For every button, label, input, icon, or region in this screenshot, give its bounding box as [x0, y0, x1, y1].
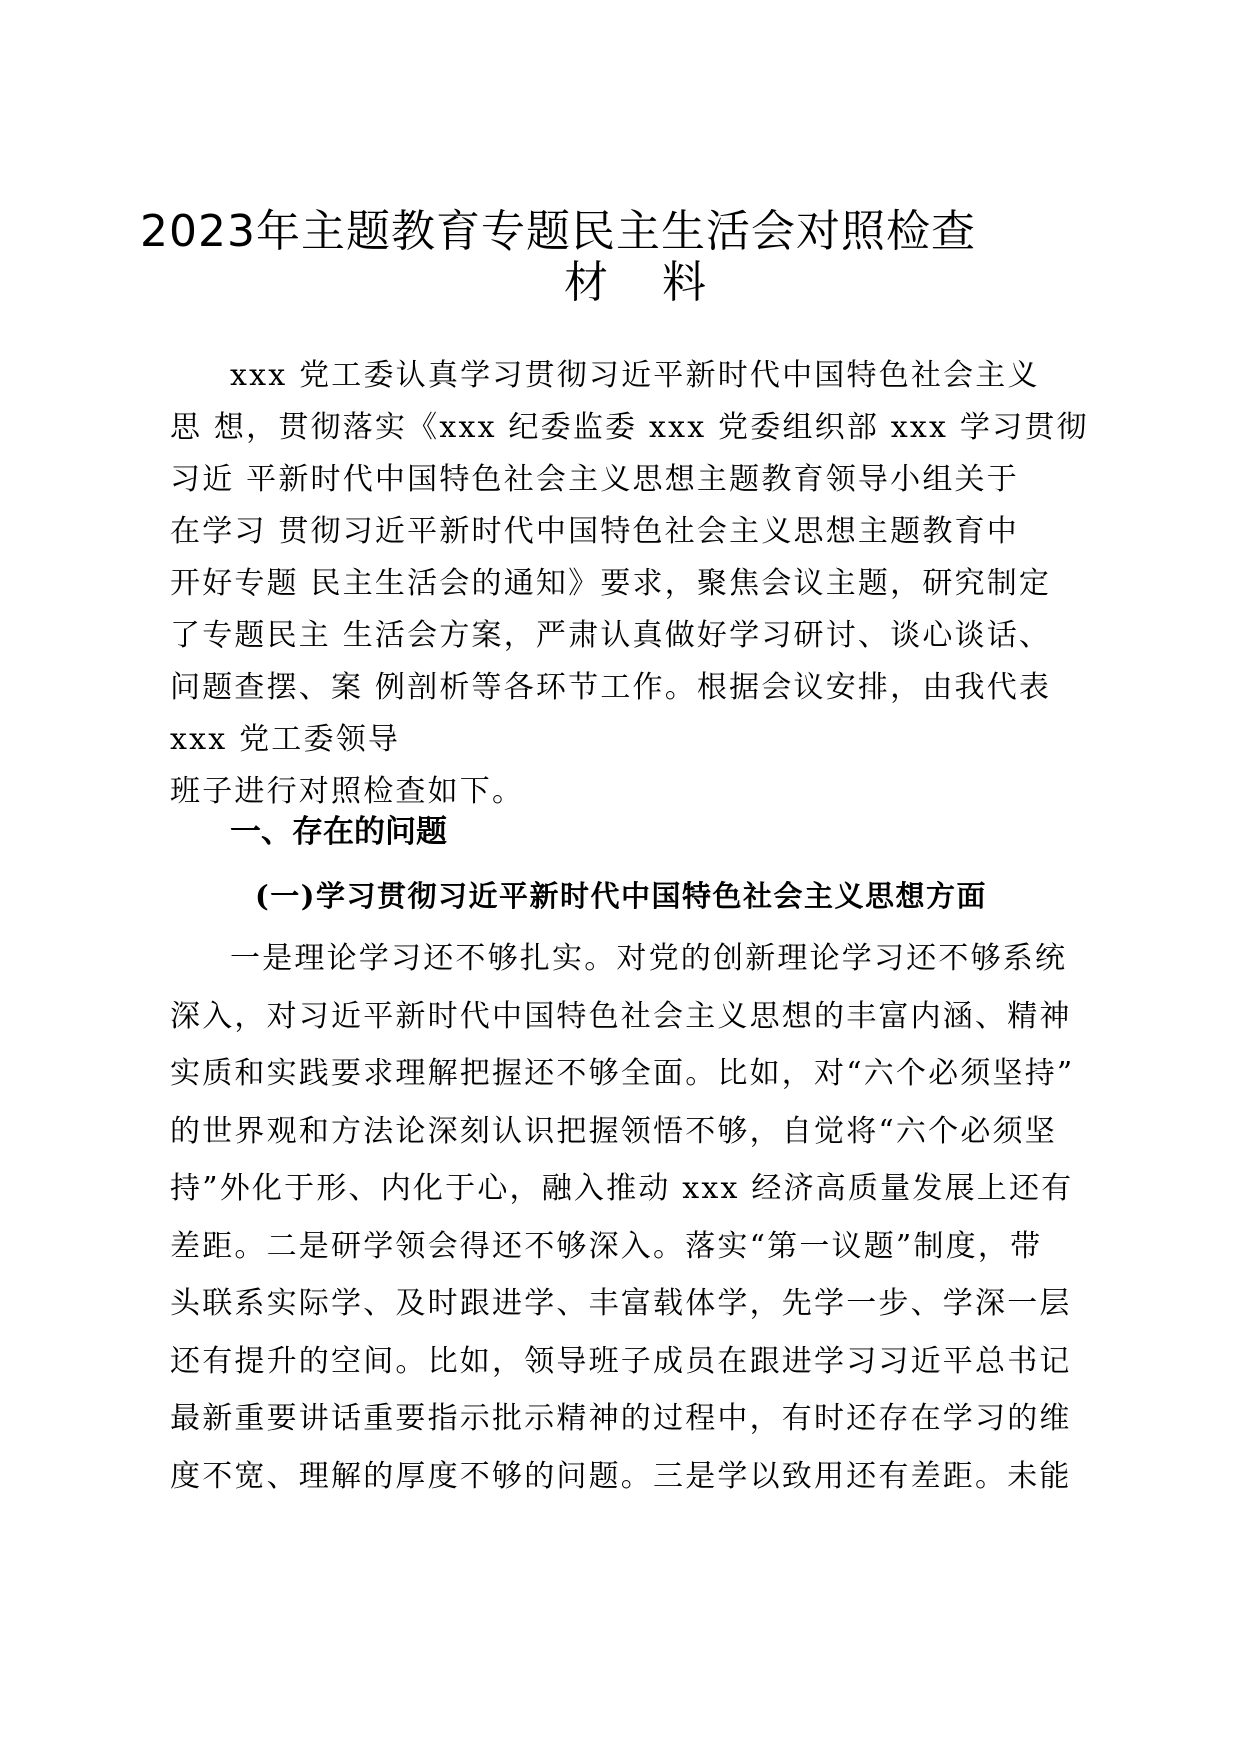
- intro-line: 问题查摆、案 例剖析等各环节工作。根据会议安排，由我代表: [170, 670, 1052, 705]
- intro-line: xxx 党工委领导: [170, 722, 401, 757]
- body-paragraph: [170, 930, 1090, 1505]
- intro-line: 班子进行对照检查如下。: [170, 774, 525, 809]
- document-title-line-2: 材 料: [564, 257, 726, 308]
- body-line: 差距。二是研学领会得还不够深入。落实“第一议题”制度，带: [170, 1228, 1043, 1264]
- intro-paragraph: [170, 350, 1090, 818]
- body-line: 还有提升的空间。比如，领导班子成员在跟进学习习近平总书记: [170, 1343, 1072, 1379]
- subsection-heading-study-thought: (一)学习贯彻习近平新时代中国特色社会主义思想方面: [255, 879, 987, 913]
- intro-line: 习近 平新时代中国特色社会主义思想主题教育领导小组关于: [170, 462, 1019, 497]
- body-line: 度不宽、理解的厚度不够的问题。三是学以致用还有差距。未能: [170, 1458, 1072, 1494]
- intro-line: 开好专题 民主生活会的通知》要求，聚焦会议主题，研究制定: [170, 566, 1052, 601]
- body-line: 实质和实践要求理解把握还不够全面。比如，对“六个必须坚持”: [170, 1056, 1075, 1091]
- body-line: 深入，对习近平新时代中国特色社会主义思想的丰富内涵、精神: [170, 998, 1072, 1034]
- body-line: 持”外化于形、内化于心，融入推动 xxx 经济高质量发展上还有: [170, 1171, 1074, 1206]
- document-title-line-1: 2023年主题教育专题民主生活会对照检查: [140, 206, 976, 257]
- intro-line: 思 想，贯彻落实《xxx 纪委监委 xxx 党委组织部 xxx 学习贯彻: [170, 410, 1089, 445]
- intro-line: 了专题民主 生活会方案，严肃认真做好学习研讨、谈心谈话、: [170, 618, 1052, 653]
- intro-line: xxx 党工委认真学习贯彻习近平新时代中国特色社会主义: [230, 358, 1040, 393]
- intro-line: 在学习 贯彻习近平新时代中国特色社会主义思想主题教育中: [170, 514, 1019, 549]
- body-line: 的世界观和方法论深刻认识把握领悟不够，自觉将“六个必须坚: [170, 1113, 1057, 1149]
- body-line: 头联系实际学、及时跟进学、丰富载体学，先学一步、学深一层: [170, 1286, 1072, 1321]
- body-line: 一是理论学习还不够扎实。对党的创新理论学习还不够系统: [230, 941, 1068, 976]
- section-heading-existing-problems: 一、存在的问题: [230, 814, 447, 850]
- body-line: 最新重要讲话重要指示批示精神的过程中，有时还存在学习的维: [170, 1401, 1072, 1436]
